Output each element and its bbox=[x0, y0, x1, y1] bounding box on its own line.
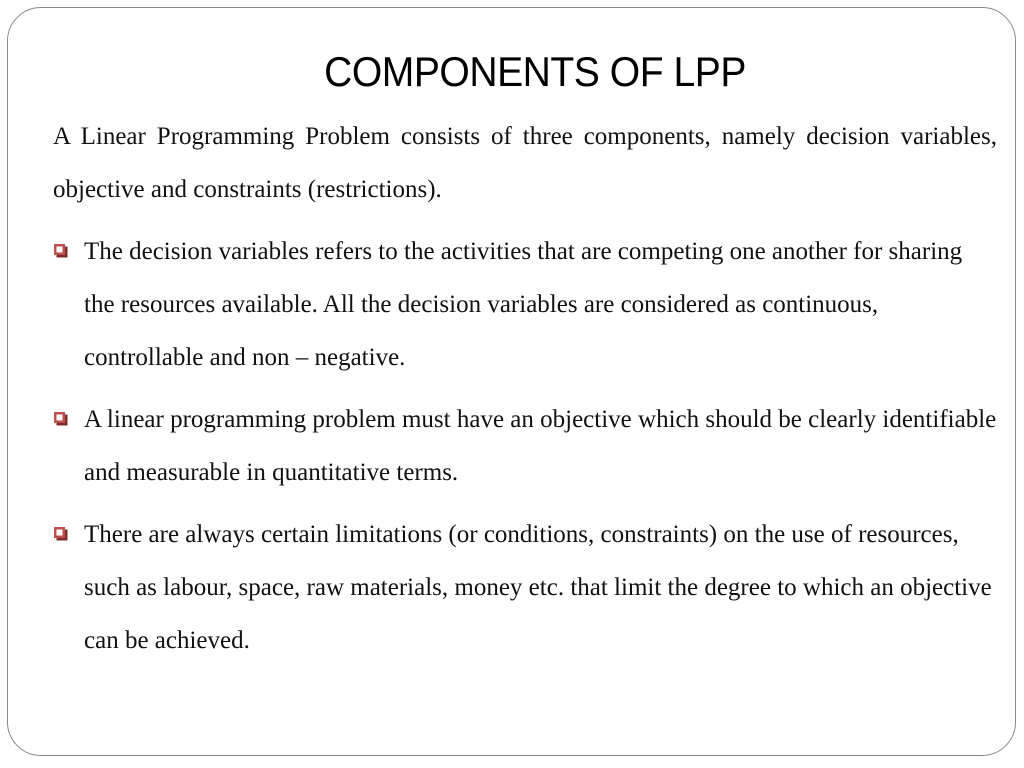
bullet-item-constraints bbox=[53, 508, 997, 667]
bullet-text: There are always certain limitations (or conditions, constraints) on the use of resources, such as labour, space, raw materials, money etc. that limit the degree to which an objective can be achieved. bbox=[84, 521, 992, 654]
intro-paragraph: A Linear Programming Problem consists of three components, namely decision variables, objective and constraints (restrictions). bbox=[53, 123, 997, 203]
bullet-item-objective bbox=[53, 393, 997, 499]
slide-title: COMPONENTS OF LPP bbox=[324, 48, 746, 95]
bullet-text: A linear programming problem must have an objective which should be clearly identifiable and measurable in quantitative terms. bbox=[84, 406, 997, 486]
hollow-square-bullet-icon bbox=[54, 244, 68, 258]
hollow-square-bullet-icon bbox=[54, 412, 68, 426]
bullet-item-decision-variables bbox=[53, 225, 997, 384]
bullet-text: The decision variables refers to the activities that are competing one another for sharing the resources available. All the decision variables are considered as continuous, controllable and non – negative. bbox=[84, 238, 963, 371]
hollow-square-bullet-icon bbox=[54, 527, 68, 541]
bullet-list bbox=[53, 225, 997, 676]
